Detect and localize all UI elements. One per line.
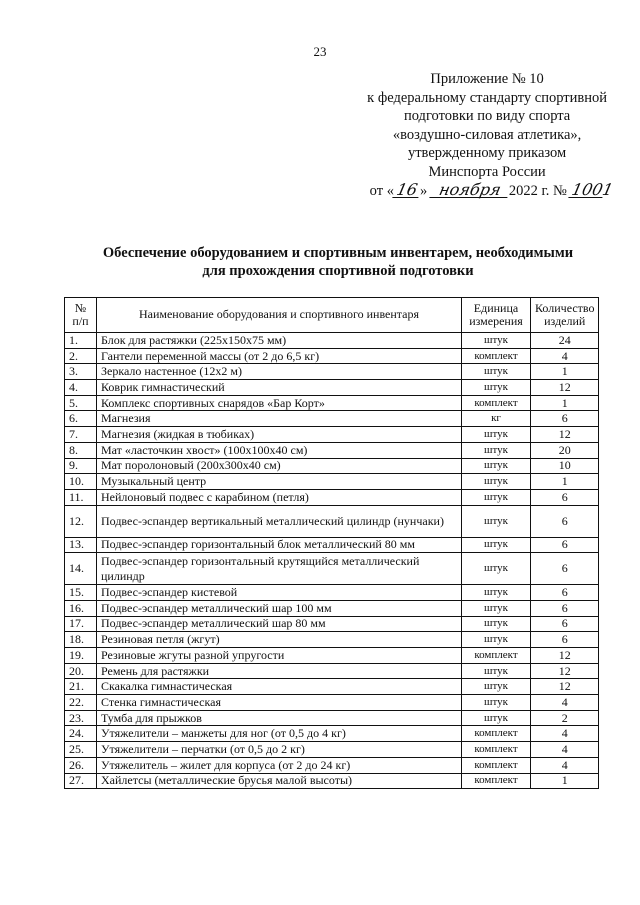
cell-name: Скакалка гимнастическая (97, 679, 462, 695)
appendix-line: подготовки по виду спорта (403, 108, 571, 125)
cell-name: Утяжелитель – жилет для корпуса (от 2 до 24 кг) (97, 757, 462, 773)
cell-unit: штук (462, 585, 531, 601)
cell-unit: штук (462, 489, 531, 505)
appendix-line: Минспорта России (428, 163, 546, 180)
appendix-line: Приложение № 10 (430, 71, 544, 87)
header-qty: Количество изделий (531, 298, 599, 333)
cell-qty: 12 (531, 648, 599, 664)
cell-num: 23. (65, 710, 97, 726)
cell-unit: комплект (462, 648, 531, 664)
cell-qty: 12 (531, 380, 599, 396)
handwritten-month: ноября (429, 182, 510, 198)
date-prefix: от « (369, 182, 394, 199)
cell-num: 16. (65, 600, 97, 616)
cell-name: Магнезия (97, 411, 462, 427)
table-row (65, 757, 599, 773)
date-mid: » (419, 182, 428, 199)
cell-num: 17. (65, 616, 97, 632)
cell-name: Подвес-эспандер кистевой (97, 585, 462, 601)
cell-num: 25. (65, 742, 97, 758)
cell-qty: 10 (531, 458, 599, 474)
table-row (65, 726, 599, 742)
table-row (65, 505, 599, 537)
table-row (65, 442, 599, 458)
cell-qty: 4 (531, 742, 599, 758)
cell-num: 13. (65, 537, 97, 553)
cell-name: Зеркало настенное (12х2 м) (97, 364, 462, 380)
handwritten-order-number: 1001 (570, 179, 616, 199)
cell-num: 22. (65, 695, 97, 711)
cell-name: Музыкальный центр (97, 474, 462, 490)
table-row (65, 695, 599, 711)
cell-name: Гантели переменной массы (от 2 до 6,5 кг) (97, 348, 462, 364)
table-row (65, 489, 599, 505)
cell-unit: комплект (462, 757, 531, 773)
cell-unit: комплект (462, 742, 531, 758)
table-row (65, 773, 599, 789)
table-row (65, 600, 599, 616)
cell-num: 11. (65, 489, 97, 505)
table-row (65, 333, 599, 349)
cell-name: Нейлоновый подвес с карабином (петля) (97, 489, 462, 505)
cell-name: Стенка гимнастическая (97, 695, 462, 711)
cell-qty: 6 (531, 616, 599, 632)
cell-num: 15. (65, 585, 97, 601)
cell-unit: штук (462, 505, 531, 537)
table-row (65, 380, 599, 396)
table-row (65, 648, 599, 664)
table-header-row (65, 298, 599, 333)
cell-num: 10. (65, 474, 97, 490)
cell-num: 21. (65, 679, 97, 695)
cell-name: Резиновые жгуты разной упругости (97, 648, 462, 664)
cell-num: 2. (65, 348, 97, 364)
cell-name: Подвес-эспандер горизонтальный крутящийся металлический цилиндр (97, 553, 462, 585)
cell-name: Блок для растяжки (225х150х75 мм) (97, 333, 462, 349)
header-num: № п/п (65, 298, 97, 333)
cell-qty: 6 (531, 632, 599, 648)
title-line-1: Обеспечение оборудованием и спортивным инвентарем, необходимыми (102, 245, 574, 261)
table-row (65, 395, 599, 411)
table-row (65, 616, 599, 632)
cell-name: Подвес-эспандер металлический шар 80 мм (97, 616, 462, 632)
header-unit: Единица измерения (462, 298, 531, 333)
cell-qty: 20 (531, 442, 599, 458)
page-number: 23 (313, 44, 327, 59)
cell-num: 5. (65, 395, 97, 411)
appendix-line: к федеральному стандарту спортивной (367, 89, 607, 106)
cell-num: 26. (65, 757, 97, 773)
appendix-line: «воздушно-силовая атлетика», (392, 126, 582, 143)
header-name: Наименование оборудования и спортивного инвентаря (97, 298, 462, 333)
cell-qty: 6 (531, 537, 599, 553)
cell-unit: штук (462, 616, 531, 632)
cell-qty: 4 (531, 726, 599, 742)
cell-num: 8. (65, 442, 97, 458)
order-date-line (367, 179, 616, 201)
cell-qty: 1 (531, 773, 599, 789)
cell-qty: 6 (531, 600, 599, 616)
cell-unit: штук (462, 474, 531, 490)
equipment-table-wrapper (64, 297, 599, 789)
cell-num: 24. (65, 726, 97, 742)
cell-qty: 12 (531, 663, 599, 679)
cell-qty: 6 (531, 553, 599, 585)
cell-num: 19. (65, 648, 97, 664)
appendix-header (367, 70, 616, 200)
cell-qty: 1 (531, 364, 599, 380)
cell-qty: 4 (531, 695, 599, 711)
cell-unit: кг (462, 411, 531, 427)
cell-name: Комплекс спортивных снарядов «Бар Корт» (97, 395, 462, 411)
table-row (65, 742, 599, 758)
cell-unit: штук (462, 380, 531, 396)
cell-unit: штук (462, 553, 531, 585)
cell-name: Резиновая петля (жгут) (97, 632, 462, 648)
cell-qty: 1 (531, 474, 599, 490)
cell-qty: 6 (531, 505, 599, 537)
cell-name: Мат «ласточкин хвост» (100х100х40 см) (97, 442, 462, 458)
table-row (65, 364, 599, 380)
cell-unit: штук (462, 333, 531, 349)
cell-name: Ремень для растяжки (97, 663, 462, 679)
table-row (65, 710, 599, 726)
cell-num: 12. (65, 505, 97, 537)
cell-name: Мат поролоновый (200х300х40 см) (97, 458, 462, 474)
cell-num: 20. (65, 663, 97, 679)
cell-num: 14. (65, 553, 97, 585)
cell-unit: штук (462, 364, 531, 380)
cell-qty: 6 (531, 489, 599, 505)
cell-unit: комплект (462, 726, 531, 742)
cell-name: Утяжелители – перчатки (от 0,5 до 2 кг) (97, 742, 462, 758)
table-row (65, 348, 599, 364)
table-row (65, 411, 599, 427)
cell-num: 4. (65, 380, 97, 396)
cell-unit: штук (462, 600, 531, 616)
cell-unit: штук (462, 695, 531, 711)
cell-unit: штук (462, 663, 531, 679)
cell-num: 27. (65, 773, 97, 789)
cell-qty: 4 (531, 348, 599, 364)
cell-name: Хайлетсы (металлические брусья малой высоты) (97, 773, 462, 789)
table-row (65, 474, 599, 490)
year-text: 2022 г. № (508, 182, 567, 199)
cell-qty: 6 (531, 411, 599, 427)
cell-unit: штук (462, 632, 531, 648)
table-row (65, 458, 599, 474)
cell-name: Подвес-эспандер горизонтальный блок металлический 80 мм (97, 537, 462, 553)
cell-qty: 12 (531, 427, 599, 443)
table-row (65, 585, 599, 601)
table-row (65, 679, 599, 695)
cell-num: 18. (65, 632, 97, 648)
title-line-2: для прохождения спортивной подготовки (202, 263, 474, 279)
table-row (65, 537, 599, 553)
cell-unit: штук (462, 442, 531, 458)
table-row (65, 663, 599, 679)
cell-unit: комплект (462, 395, 531, 411)
appendix-line: утвержденному приказом (407, 145, 567, 162)
cell-unit: комплект (462, 348, 531, 364)
cell-name: Тумба для прыжков (97, 710, 462, 726)
cell-name: Магнезия (жидкая в тюбиках) (97, 427, 462, 443)
cell-unit: штук (462, 710, 531, 726)
handwritten-day: 16 (392, 182, 421, 198)
equipment-table (64, 297, 599, 789)
cell-unit: штук (462, 537, 531, 553)
cell-unit: комплект (462, 773, 531, 789)
cell-name: Подвес-эспандер вертикальный металлический цилиндр (нунчаки) (97, 505, 462, 537)
document-title (0, 244, 640, 280)
cell-num: 6. (65, 411, 97, 427)
table-row (65, 632, 599, 648)
cell-qty: 12 (531, 679, 599, 695)
table-row (65, 553, 599, 585)
cell-qty: 1 (531, 395, 599, 411)
cell-qty: 4 (531, 757, 599, 773)
cell-num: 9. (65, 458, 97, 474)
cell-unit: штук (462, 458, 531, 474)
cell-qty: 24 (531, 333, 599, 349)
cell-num: 1. (65, 333, 97, 349)
cell-num: 7. (65, 427, 97, 443)
cell-unit: штук (462, 427, 531, 443)
table-row (65, 427, 599, 443)
cell-qty: 2 (531, 710, 599, 726)
cell-name: Коврик гимнастический (97, 380, 462, 396)
cell-unit: штук (462, 679, 531, 695)
cell-num: 3. (65, 364, 97, 380)
table-body (65, 333, 599, 789)
cell-name: Подвес-эспандер металлический шар 100 мм (97, 600, 462, 616)
cell-qty: 6 (531, 585, 599, 601)
cell-name: Утяжелители – манжеты для ног (от 0,5 до 4 кг) (97, 726, 462, 742)
